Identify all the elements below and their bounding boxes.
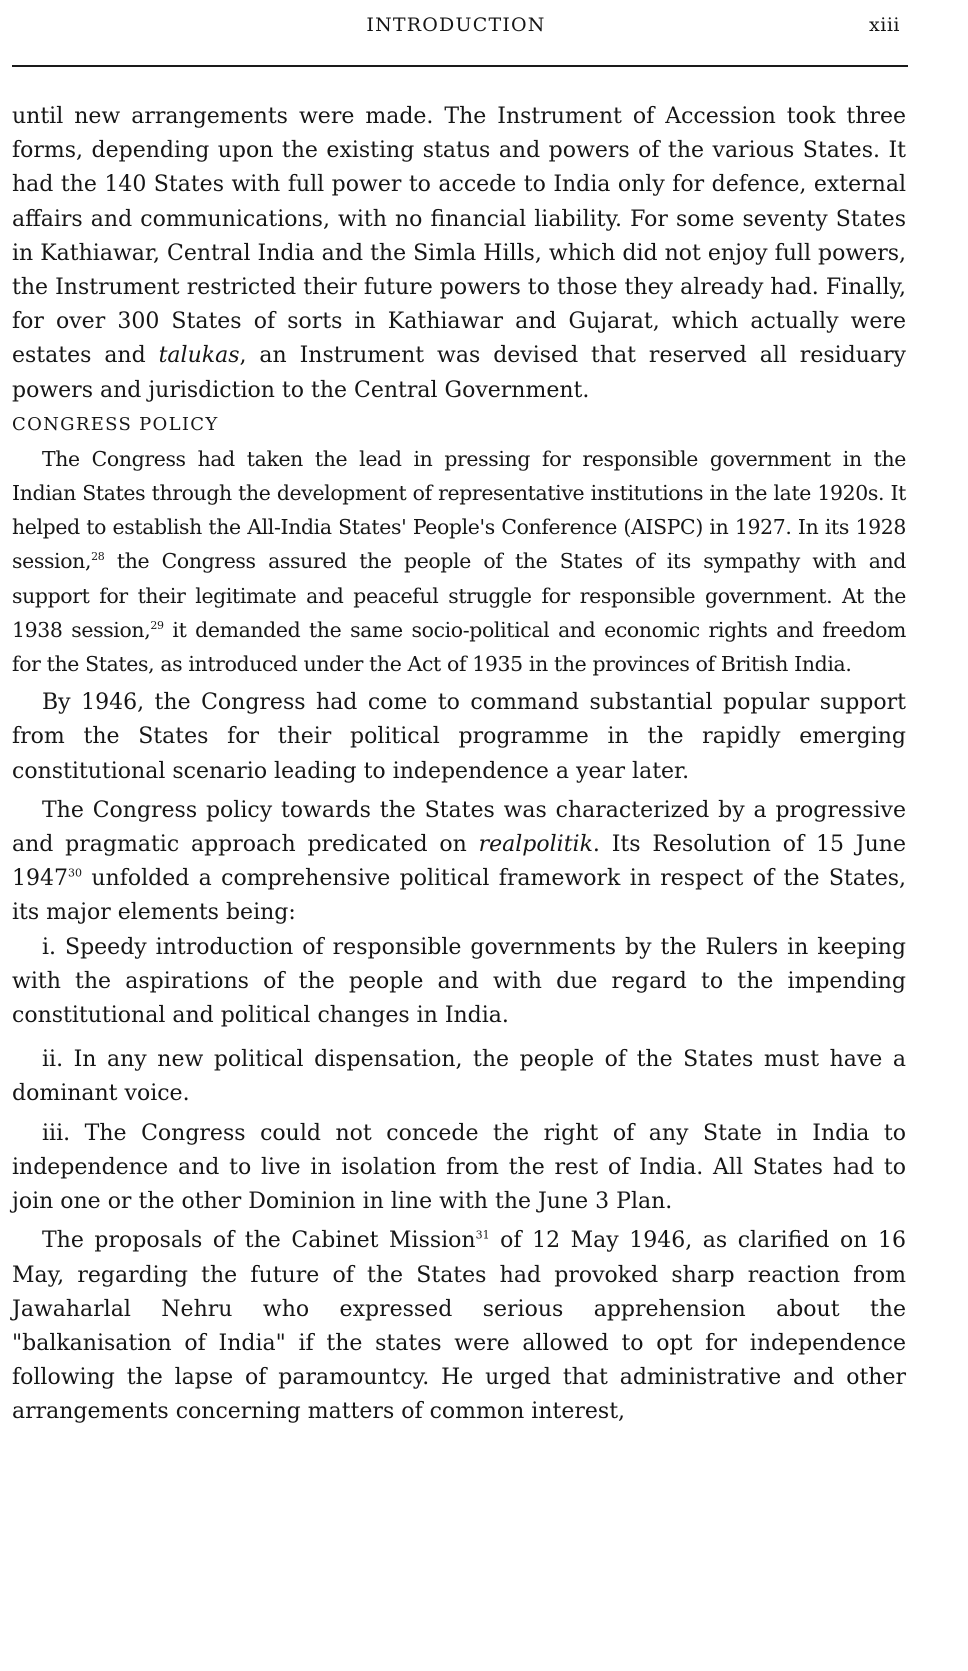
paragraph-popular-support: By 1946, the Congress had come to command substantial popular support from the States for their political programme in the rapidly emerging constitutional scenario leading to independence a year later. (12, 690, 906, 784)
paragraph-text: the Congress assured the people of the States of its sympathy with and support for their legitimate and peaceful struggle for responsible government. At the 1938 session, (12, 549, 906, 642)
paragraph-text: The Congress had taken the lead in pressing for responsible government in the Indian States through the development of representative institutions in the late 1920s. It helped to establish the All-India States' People's Conference (AISPC) in 1927. In its 1928 session, (12, 446, 906, 574)
footnote-marker: 28 (91, 550, 105, 564)
paragraph-congress-policy (12, 794, 906, 931)
paragraph-cabinet-mission (12, 1224, 906, 1429)
footnote-marker: 29 (150, 619, 164, 633)
italic-term: talukas (158, 343, 240, 369)
italic-term: realpolitik (478, 832, 593, 858)
footnote-marker: 30 (68, 866, 82, 880)
paragraph-text: of 12 May 1946, as clarified on 16 May, regarding the future of the States had provoked sharp reaction from Jawaharlal Nehru who expressed serious apprehension about the "balkanisation of India" if the states were allowed to opt for independence following the lapse of paramountcy. He urged that administrative and other arrangements concerning matters of common interest, (12, 1228, 906, 1425)
running-title: INTRODUCTION (366, 14, 546, 36)
paragraph-instrument-of-accession (12, 100, 906, 408)
paragraph-text: . Its Resolution of 15 June 1947 (12, 832, 906, 892)
header-rule (12, 65, 908, 67)
body-text (12, 100, 906, 1430)
running-header (12, 14, 900, 44)
paragraph-text: it demanded the same socio-political and economic rights and freedom for the States, as introduced under the Act of 1935 in the provinces of British India. (12, 617, 906, 677)
paragraph-text: , an Instrument was devised that reserved all residuary powers and jurisdiction to the Central Government. (12, 343, 906, 403)
paragraph-text: The proposals of the Cabinet Mission (42, 1228, 476, 1254)
list-item-1: i. Speedy introduction of responsible governments by the Rulers in keeping with the aspirations of the people and with due regard to the impending constitutional and political changes in India. (12, 934, 906, 1029)
section-heading: CONGRESS POLICY (12, 413, 219, 435)
paragraph-text: until new arrangements were made. The Instrument of Accession took three forms, depending upon the existing status and powers of the various States. It had the 140 States with full power to accede to India only for defence, external affairs and communications, with no financial liability. For some seventy States in Kathiawar, Central India and the Simla Hills, which did not enjoy full powers, the Instrument restricted their future powers to those they already had. Finally, for over 300 States of sorts in Kathiawar and Gujarat, which actually were estates and (12, 104, 906, 369)
paragraph-text: unfolded a comprehensive political framework in respect of the States, its major elements being: (12, 866, 906, 926)
list-item-3: iii. The Congress could not concede the right of any State in India to independence and to live in isolation from the rest of India. All States had to join one or the other Dominion in line with the June 3 Plan. (12, 1120, 906, 1215)
paragraph-text: The Congress policy towards the States was characterized by a progressive and pragmatic approach predicated on (12, 797, 906, 858)
list-item-2: ii. In any new political dispensation, the people of the States must have a dominant voice. (12, 1047, 906, 1107)
page-number: xiii (869, 14, 900, 36)
footnote-marker: 31 (475, 1228, 490, 1242)
paragraph-congress-lead (12, 442, 906, 681)
